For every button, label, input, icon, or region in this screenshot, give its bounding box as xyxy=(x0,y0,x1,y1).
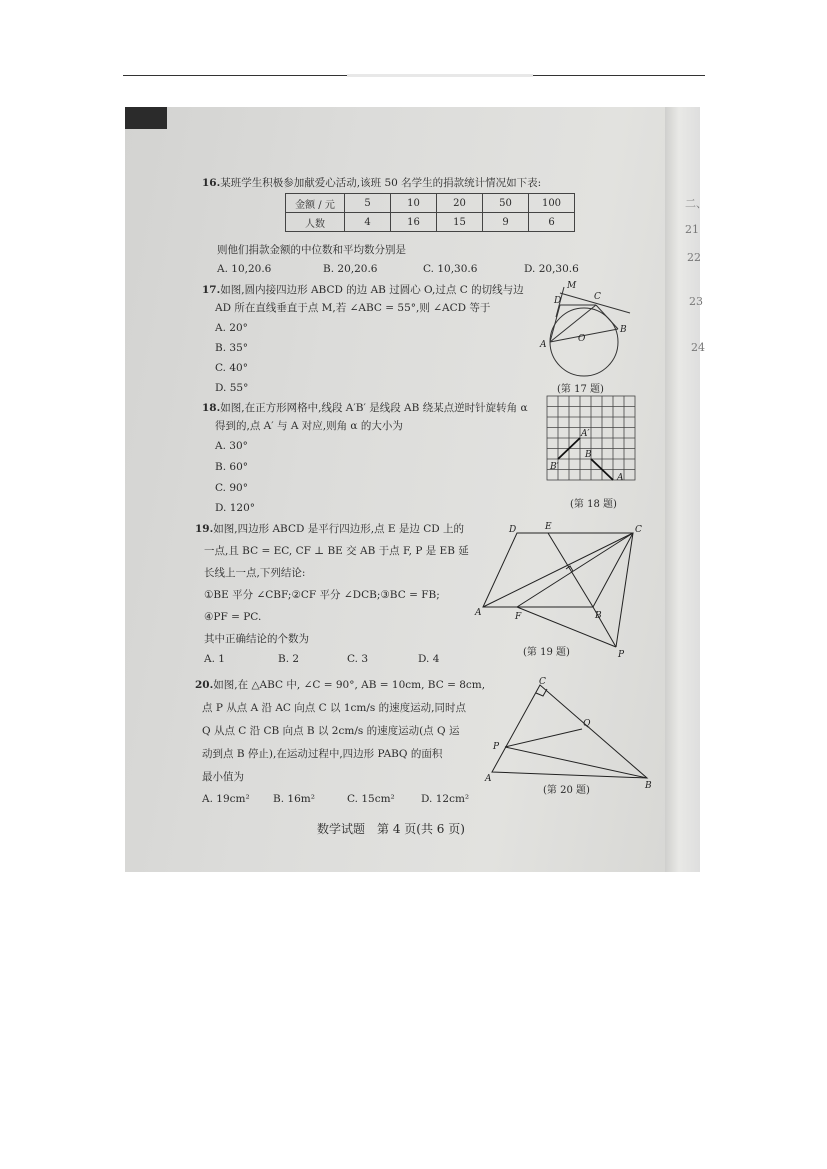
q17-option-d: D. 55° xyxy=(215,382,249,394)
table-cell: 5 xyxy=(345,194,391,213)
q17-number: 17. xyxy=(202,284,221,296)
q19-line3: 长线上一点,下列结论: xyxy=(204,567,306,579)
q16-stem xyxy=(202,176,541,190)
q17-line1 xyxy=(202,283,524,297)
q16-number: 16. xyxy=(202,177,221,189)
header-rule-gap xyxy=(347,74,533,77)
q17-option-c: C. 40° xyxy=(215,362,248,374)
q20-line5: 最小值为 xyxy=(202,771,244,783)
q18-label-b-prime: B′ xyxy=(550,462,559,472)
q17-option-b: B. 35° xyxy=(215,342,249,354)
q20-option-a: A. 19cm² xyxy=(202,793,250,805)
q20-caption: (第 20 题) xyxy=(543,785,590,796)
q19-caption: (第 19 题) xyxy=(523,647,570,658)
q16-option-d: D. 20,30.6 xyxy=(524,263,579,275)
q19-line1 xyxy=(195,522,464,536)
q20-line1 xyxy=(195,678,485,692)
q20-option-b: B. 16m² xyxy=(273,793,315,805)
q20-label-a: A xyxy=(485,774,492,784)
table-row xyxy=(286,213,575,232)
margin-mark-0: 二、 xyxy=(685,197,707,210)
q16-question: 则他们捐款金额的中位数和平均数分别是 xyxy=(217,244,406,256)
q17-line1-text: 如图,圆内接四边形 ABCD 的边 AB 过圆心 O,过点 C 的切线与边 xyxy=(220,284,524,296)
q18-line1 xyxy=(202,401,528,415)
dark-corner xyxy=(125,107,167,129)
q19-option-b: B. 2 xyxy=(278,653,300,665)
q19-label-c: C xyxy=(635,525,642,535)
q16-option-b: B. 20,20.6 xyxy=(323,263,378,275)
q18-line1-text: 如图,在正方形网格中,线段 A′B′ 是线段 AB 绕某点逆时针旋转角 α xyxy=(220,402,528,414)
table-cell: 人数 xyxy=(286,213,345,232)
q17-label-a: A xyxy=(540,340,547,350)
q18-caption: (第 18 题) xyxy=(570,499,617,510)
q20-number: 20. xyxy=(195,679,214,691)
q20-label-q: Q xyxy=(583,719,591,729)
q18-label-b: B xyxy=(585,450,592,460)
q17-circle-figure xyxy=(530,275,645,380)
q20-triangle-figure xyxy=(477,675,657,793)
q20-option-c: C. 15cm² xyxy=(347,793,395,805)
q19-number: 19. xyxy=(195,523,214,535)
q18-option-a: A. 30° xyxy=(215,440,248,452)
q16-option-c: C. 10,30.6 xyxy=(423,263,478,275)
q19-line6: 其中正确结论的个数为 xyxy=(204,633,309,645)
q18-number: 18. xyxy=(202,402,221,414)
q19-label-e: E xyxy=(545,522,552,532)
q17-label-b: B xyxy=(620,325,627,335)
exam-page-photo xyxy=(125,107,707,872)
q19-line2: 一点,且 BC = EC, CF ⊥ BE 交 AB 于点 F, P 是 EB 延 xyxy=(204,545,469,557)
q19-label-a: A xyxy=(475,608,482,618)
q17-label-m: M xyxy=(567,281,577,291)
table-cell: 20 xyxy=(437,194,483,213)
page-footer: 数学试题 第 4 页(共 6 页) xyxy=(317,822,465,836)
q20-line1-text: 如图,在 △ABC 中, ∠C = 90°, AB = 10cm, BC = 8cm, xyxy=(213,679,486,691)
q18-option-d: D. 120° xyxy=(215,502,256,514)
q19-label-p: P xyxy=(618,650,625,660)
q17-label-d: D xyxy=(554,296,562,306)
q19-label-d: D xyxy=(509,525,517,535)
q19-line5: ④PF = PC. xyxy=(204,611,262,623)
table-cell: 10 xyxy=(391,194,437,213)
margin-mark-3: 23 xyxy=(689,295,703,308)
page-fold xyxy=(665,107,700,872)
q19-option-d: D. 4 xyxy=(418,653,440,665)
table-cell: 4 xyxy=(345,213,391,232)
table-cell: 6 xyxy=(529,213,575,232)
q19-option-c: C. 3 xyxy=(347,653,369,665)
q18-label-a-prime: A′ xyxy=(581,429,590,439)
table-cell: 16 xyxy=(391,213,437,232)
table-row xyxy=(286,194,575,213)
q16-stem-text: 某班学生积极参加献爱心活动,该班 50 名学生的捐款统计情况如下表: xyxy=(220,177,542,189)
q20-line4: 动到点 B 停止),在运动过程中,四边形 PABQ 的面积 xyxy=(202,748,443,760)
table-cell: 100 xyxy=(529,194,575,213)
table-cell: 金额 / 元 xyxy=(286,194,345,213)
q20-label-p: P xyxy=(493,742,500,752)
q20-line3: Q 从点 C 沿 CB 向点 B 以 2cm/s 的速度运动(点 Q 运 xyxy=(202,725,460,737)
q18-line2: 得到的,点 A′ 与 A 对应,则角 α 的大小为 xyxy=(215,420,403,432)
q19-label-f: F xyxy=(515,612,522,622)
q16-donation-table xyxy=(285,193,575,232)
table-cell: 50 xyxy=(483,194,529,213)
q18-grid-figure xyxy=(545,394,637,482)
margin-mark-4: 24 xyxy=(691,341,705,354)
table-cell: 15 xyxy=(437,213,483,232)
q17-caption: (第 17 题) xyxy=(557,384,604,395)
q17-label-c: C xyxy=(594,292,601,302)
q18-label-a: A xyxy=(617,473,624,483)
q18-option-b: B. 60° xyxy=(215,461,249,473)
q19-parallelogram-figure xyxy=(473,519,648,659)
q17-label-o: O xyxy=(578,334,586,344)
q19-line1-text: 如图,四边形 ABCD 是平行四边形,点 E 是边 CD 上的 xyxy=(213,523,465,535)
q20-label-b: B xyxy=(645,781,652,791)
q19-line4: ①BE 平分 ∠CBF;②CF 平分 ∠DCB;③BC = FB; xyxy=(204,589,440,601)
q18-option-c: C. 90° xyxy=(215,482,248,494)
q19-option-a: A. 1 xyxy=(204,653,225,665)
q17-line2: AD 所在直线垂直于点 M,若 ∠ABC = 55°,则 ∠ACD 等于 xyxy=(215,302,491,314)
q20-option-d: D. 12cm² xyxy=(421,793,470,805)
margin-mark-1: 21 xyxy=(685,223,699,236)
q19-label-b: B xyxy=(595,611,602,621)
q16-option-a: A. 10,20.6 xyxy=(217,263,272,275)
margin-mark-2: 22 xyxy=(687,251,701,264)
table-cell: 9 xyxy=(483,213,529,232)
q17-option-a: A. 20° xyxy=(215,322,248,334)
q20-label-c: C xyxy=(539,677,546,687)
q20-line2: 点 P 从点 A 沿 AC 向点 C 以 1cm/s 的速度运动,同时点 xyxy=(202,702,466,714)
